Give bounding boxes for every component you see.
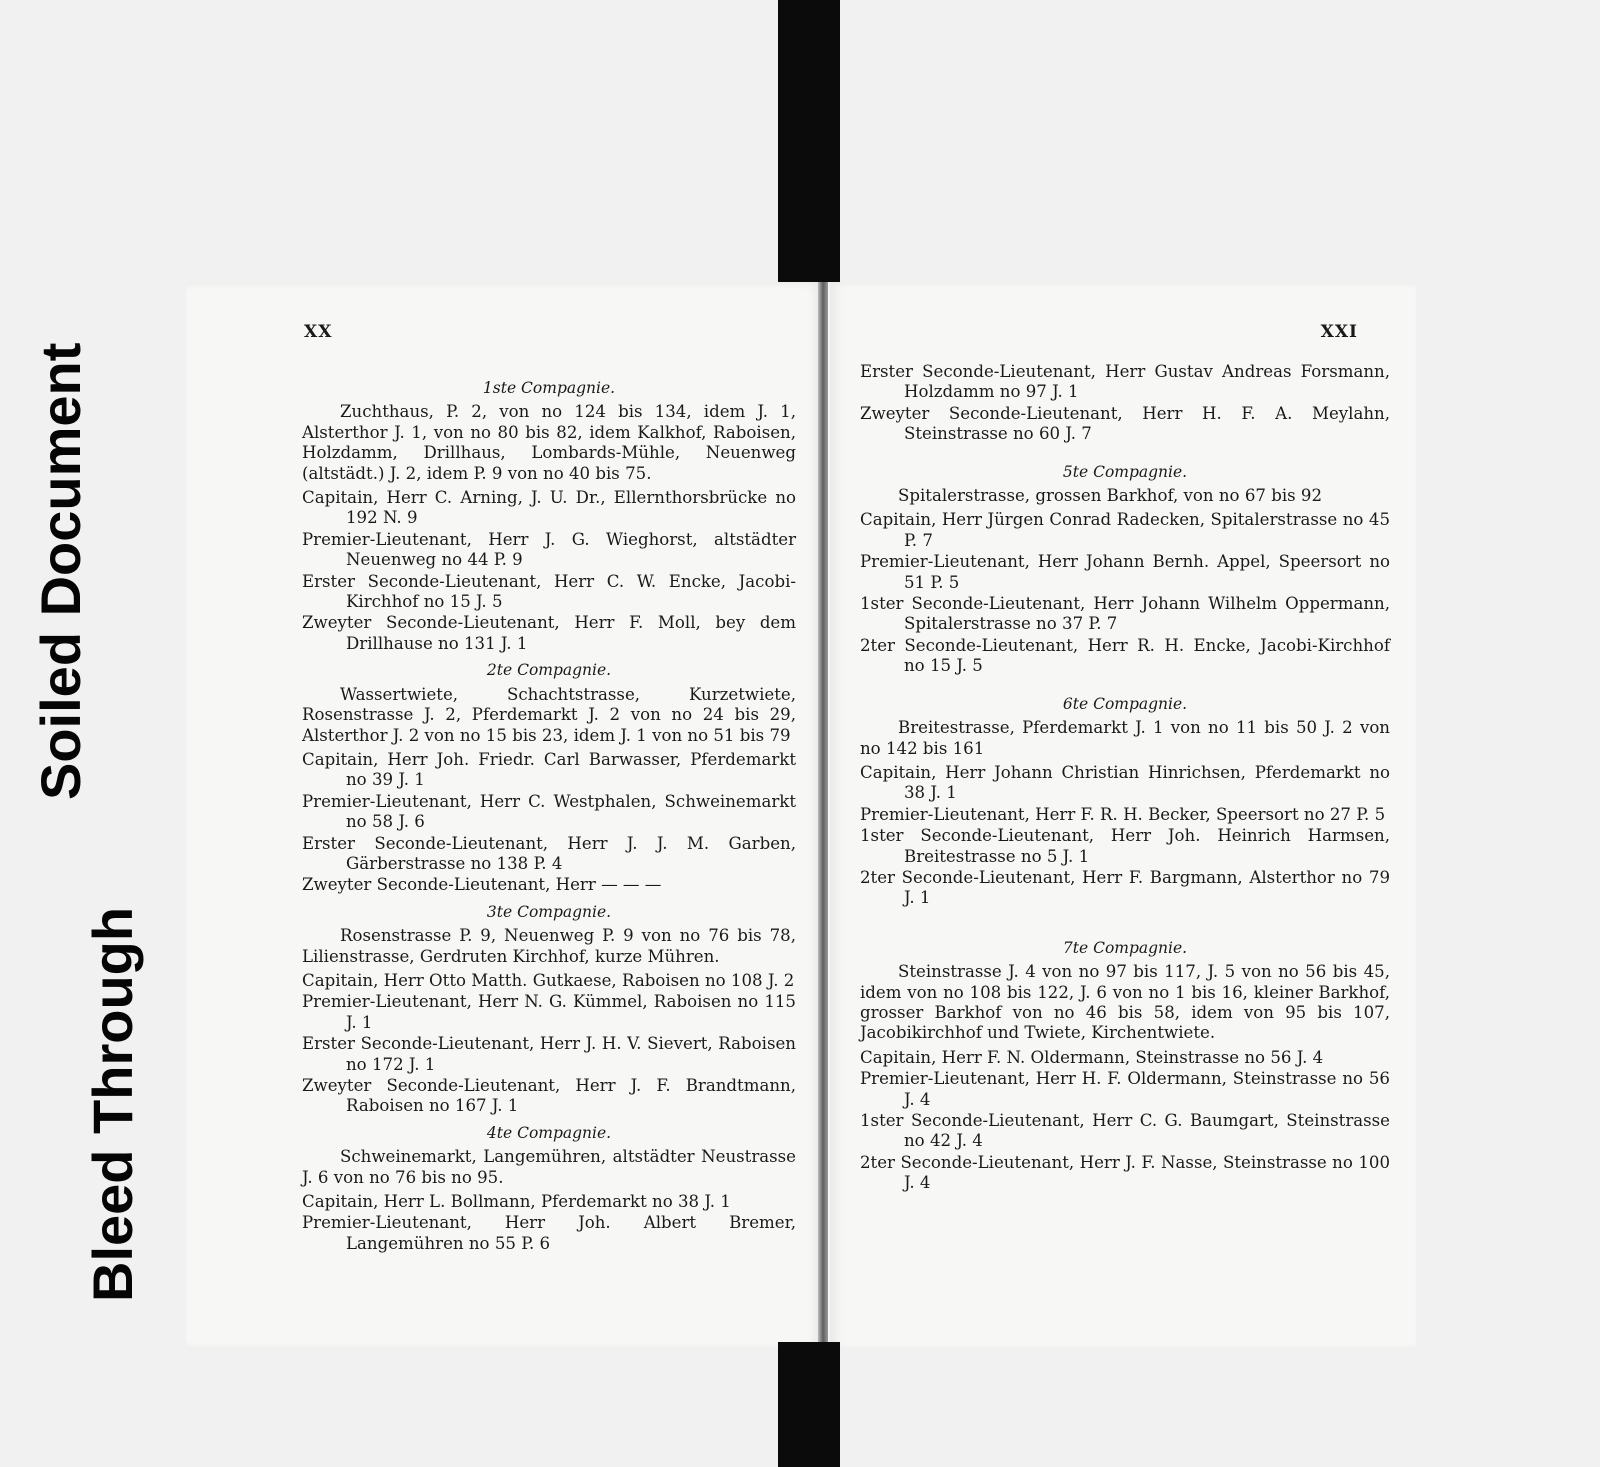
section-address: Zuchthaus, P. 2, von no 124 bis 134, idem J. 1, Alsterthor J. 1, von no 80 bis 82, idem Kalkhof, Raboisen, Holzdamm, Drillhaus, Lombards-Mühle, Neuenweg (altstädt.) J. 2, idem P. 9 von no 40 bis 75.: [302, 402, 796, 483]
section-heading: 4te Compagnie.: [486, 1123, 612, 1142]
officer-entry: Capitain, Herr F. N. Oldermann, Steinstrasse no 56 J. 4: [860, 1047, 1324, 1067]
section-heading: 3te Compagnie.: [486, 902, 612, 921]
officer-entry: Erster Seconde-Lieutenant, Herr C. W. Encke, Jacobi-Kirchhof no 15 J. 5: [302, 571, 796, 612]
book-gutter: [818, 282, 828, 1350]
right-page-text: [860, 362, 1390, 1195]
officer-entry: Zweyter Seconde-Lieutenant, Herr J. F. Brandtmann, Raboisen no 167 J. 1: [302, 1076, 796, 1116]
officer-entry: Capitain, Herr Otto Matth. Gutkaese, Raboisen no 108 J. 2: [302, 970, 795, 990]
officer-entry: Capitain, Herr Jürgen Conrad Radecken, Spitalerstrasse no 45 P. 7: [860, 510, 1390, 550]
section-heading: 6te Compagnie.: [1062, 694, 1188, 713]
section-address: Schweinemarkt, Langemühren, altstädter Neustrasse J. 6 von no 76 bis no 95.: [302, 1147, 796, 1187]
officer-entry: Zweyter Seconde-Lieutenant, Herr F. Moll, bey dem Drillhause no 131 J. 1: [302, 613, 796, 653]
officer-entry: Premier-Lieutenant, Herr C. Westphalen, Schweinemarkt no 58 J. 6: [302, 791, 796, 832]
officer-entry: Capitain, Herr Joh. Friedr. Carl Barwasser, Pferdemarkt no 39 J. 1: [302, 749, 796, 790]
officer-entry: Erster Seconde-Lieutenant, Herr J. J. M. Garben, Gärberstrasse no 138 P. 4: [302, 833, 796, 873]
officer-entry: Erster Seconde-Lieutenant, Herr Gustav Andreas Forsmann, Holzdamm no 97 J. 1: [860, 362, 1390, 402]
section-address: Steinstrasse J. 4 von no 97 bis 117, J. 5 von no 56 bis 45, idem von no 108 bis 122, J. 6 von no 1 bis 16, kleiner Barkhof, grosser Barkhof von no 46 bis 58, idem von 95 bis 107, Jacobikirchhof und Twiete, Kirchentwiete.: [860, 962, 1390, 1043]
officer-entry: Premier-Lieutenant, Herr Joh. Albert Bremer, Langemühren no 55 P. 6: [302, 1213, 796, 1253]
page-number-left: XX: [304, 322, 333, 342]
section-address: Wassertwiete, Schachtstrasse, Kurzetwiete, Rosenstrasse J. 2, Pferdemarkt J. 2 von no 24 bis 29, Alsterthor J. 2 von no 15 bis 23, idem J. 1 von no 51 bis 79: [302, 684, 796, 745]
right-page: [830, 282, 1416, 1350]
section-heading: 2te Compagnie.: [486, 661, 612, 680]
section-heading: 7te Compagnie.: [1062, 938, 1188, 957]
officer-entry: Capitain, Herr L. Bollmann, Pferdemarkt no 38 J. 1: [302, 1192, 731, 1212]
bleed-through-label: Bleed Through: [81, 906, 144, 1302]
section-address: Breitestrasse, Pferdemarkt J. 1 von no 11 bis 50 J. 2 von no 142 bis 161: [860, 718, 1390, 758]
officer-entry: Premier-Lieutenant, Herr Johann Bernh. Appel, Speersort no 51 P. 5: [860, 552, 1390, 592]
officer-entry: Premier-Lieutenant, Herr J. G. Wieghorst, altstädter Neuenweg no 44 P. 9: [302, 529, 796, 570]
officer-entry: 2ter Seconde-Lieutenant, Herr J. F. Nasse, Steinstrasse no 100 J. 4: [860, 1152, 1390, 1193]
officer-entry: 2ter Seconde-Lieutenant, Herr R. H. Encke, Jacobi-Kirchhof no 15 J. 5: [860, 635, 1390, 676]
page-number-right: XXI: [1320, 322, 1358, 342]
officer-entry: 1ster Seconde-Lieutenant, Herr Joh. Heinrich Harmsen, Breitestrasse no 5 J. 1: [860, 826, 1390, 866]
officer-entry: Zweyter Seconde-Lieutenant, Herr — — —: [302, 875, 662, 895]
section-address: Spitalerstrasse, grossen Barkhof, von no 67 bis 92: [898, 486, 1323, 506]
officer-entry: Zweyter Seconde-Lieutenant, Herr H. F. A. Meylahn, Steinstrasse no 60 J. 7: [860, 403, 1390, 444]
officer-entry: Capitain, Herr Johann Christian Hinrichsen, Pferdemarkt no 38 J. 1: [860, 762, 1390, 803]
soiled-document-label: Soiled Document: [29, 342, 92, 800]
officer-entry: 1ster Seconde-Lieutenant, Herr Johann Wilhelm Oppermann, Spitalerstrasse no 37 P. 7: [860, 594, 1390, 634]
officer-entry: Erster Seconde-Lieutenant, Herr J. H. V. Sievert, Raboisen no 172 J. 1: [302, 1034, 796, 1074]
officer-entry: Premier-Lieutenant, Herr N. G. Kümmel, Raboisen no 115 J. 1: [302, 992, 796, 1032]
section-heading: 5te Compagnie.: [1062, 462, 1188, 481]
tape-strip-bottom: [778, 1342, 840, 1467]
officer-entry: Premier-Lieutenant, Herr H. F. Oldermann, Steinstrasse no 56 J. 4: [860, 1069, 1390, 1109]
tape-strip-top: [778, 0, 840, 282]
officer-entry: 2ter Seconde-Lieutenant, Herr F. Bargmann, Alsterthor no 79 J. 1: [860, 867, 1390, 908]
section-heading: 1ste Compagnie.: [482, 379, 616, 397]
left-page: [186, 282, 822, 1350]
left-page-text: [302, 372, 796, 1255]
officer-entry: Capitain, Herr C. Arning, J. U. Dr., Ellernthorsbrücke no 192 N. 9: [302, 488, 796, 528]
section-address: Rosenstrasse P. 9, Neuenweg P. 9 von no 76 bis 78, Lilienstrasse, Gerdruten Kirchhof, kurze Mühren.: [302, 926, 796, 966]
officer-entry: 1ster Seconde-Lieutenant, Herr C. G. Baumgart, Steinstrasse no 42 J. 4: [860, 1111, 1390, 1151]
officer-entry: Premier-Lieutenant, Herr F. R. H. Becker, Speersort no 27 P. 5: [860, 804, 1386, 824]
